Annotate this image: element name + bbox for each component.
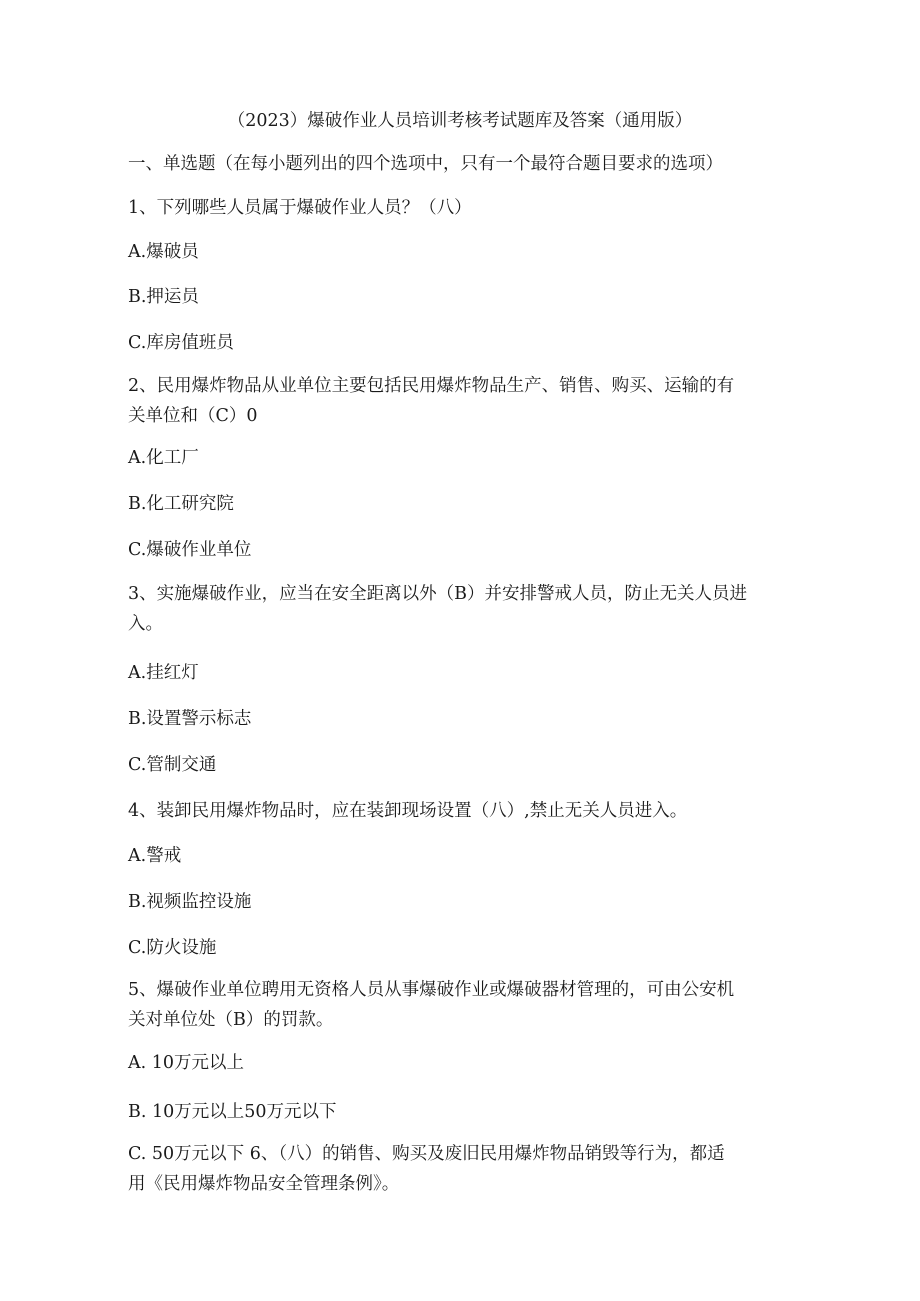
question-4-stem: 4、装卸民用爆炸物品时，应在装卸现场设置（八）,禁止无关人员进入。 (128, 801, 688, 821)
question-1-option-a: A.爆破员 (128, 242, 199, 262)
merged-line-2: 用《民用爆炸物品安全管理条例》。 (128, 1174, 400, 1194)
question-1-option-b: B.押运员 (128, 287, 199, 307)
question-2-option-c: C.爆破作业单位 (128, 540, 252, 560)
question-5-option-c-and-question-6 (128, 1142, 788, 1196)
question-3-option-a: A.挂红灯 (128, 663, 199, 683)
question-5-stem (128, 978, 788, 1032)
question-3-stem-line-2: 入。 (128, 614, 163, 634)
question-5-stem-line-1: 5、爆破作业单位聘用无资格人员从事爆破作业或爆破器材管理的，可由公安机 (128, 980, 735, 1000)
document-title: （2023）爆破作业人员培训考核考试题库及答案（通用版） (227, 111, 693, 131)
question-1-stem: 1、下列哪些人员属于爆破作业人员？（八） (128, 198, 472, 218)
question-2-stem (128, 374, 788, 428)
question-5-stem-line-2: 关对单位处（B）的罚款。 (128, 1010, 334, 1030)
question-5-option-b: B. 10万元以上50万元以下 (128, 1102, 337, 1122)
question-2-stem-line-2: 关单位和（C）0 (128, 406, 258, 426)
section-heading: 一、单选题（在每小题列出的四个选项中，只有一个最符合题目要求的选项） (128, 154, 723, 174)
question-4-option-a: A.警戒 (128, 846, 182, 866)
question-1-option-c: C.库房值班员 (128, 333, 234, 353)
question-4-option-c: C.防火设施 (128, 938, 217, 958)
question-3-stem-line-1: 3、实施爆破作业，应当在安全距离以外（B）并安排警戒人员，防止无关人员进 (128, 584, 747, 604)
question-2-option-b: B.化工研究院 (128, 494, 234, 514)
question-2-stem-line-1: 2、民用爆炸物品从业单位主要包括民用爆炸物品生产、销售、购买、运输的有 (128, 376, 735, 396)
question-3-option-b: B.设置警示标志 (128, 709, 252, 729)
question-3-stem (128, 582, 788, 636)
merged-line-1: C. 50万元以下 6、（八）的销售、购买及废旧民用爆炸物品销毁等行为，都适 (128, 1144, 725, 1164)
question-2-option-a: A.化工厂 (128, 448, 199, 468)
question-5-option-a: A. 10万元以上 (128, 1053, 245, 1073)
question-3-option-c: C.管制交通 (128, 755, 217, 775)
question-4-option-b: B.视频监控设施 (128, 892, 252, 912)
